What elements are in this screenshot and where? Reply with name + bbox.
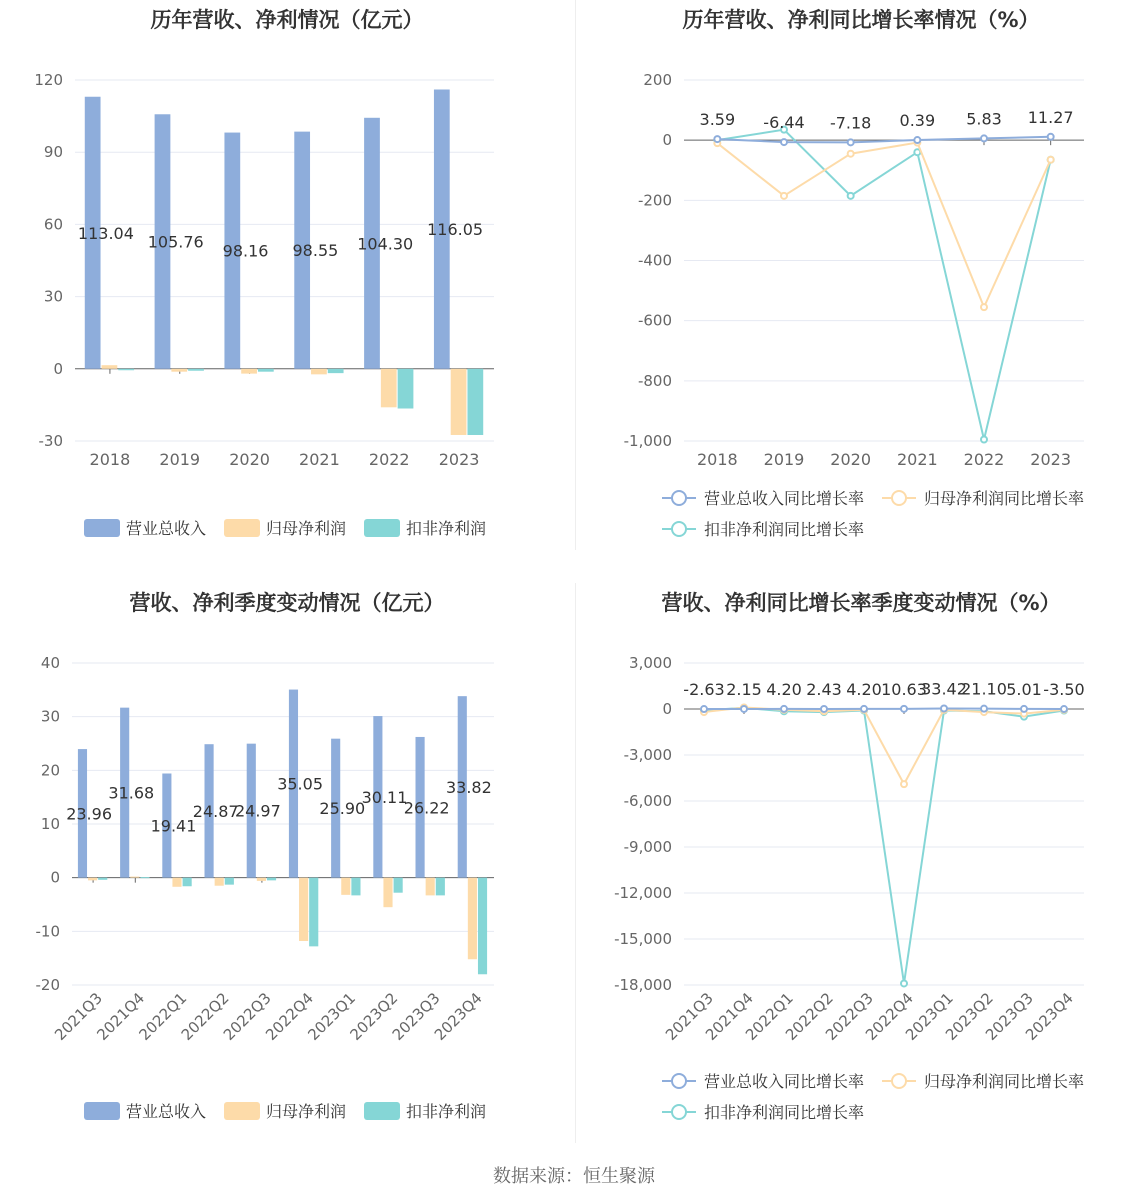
bar-2 (118, 369, 134, 370)
series-line-1 (704, 707, 1064, 784)
y-tick-label: 200 (643, 71, 672, 89)
y-tick-label: 3,000 (629, 654, 672, 672)
point-value-label: 11.27 (1027, 107, 1074, 127)
bar-value-label: 24.87 (192, 801, 239, 821)
y-tick-label: -200 (637, 191, 672, 210)
y-tick-label: -9,000 (623, 838, 672, 856)
y-tick-label: -10 (35, 922, 60, 941)
bar-1 (383, 878, 392, 908)
bar-2 (188, 369, 204, 371)
legend-swatch (364, 519, 400, 537)
point-value-label: -3.50 (1043, 680, 1085, 700)
line-point-0 (1048, 134, 1054, 140)
legend-swatch (224, 519, 260, 537)
legend-swatch (672, 1105, 686, 1119)
y-tick-label: 90 (43, 143, 63, 162)
point-value-label: -2.63 (683, 680, 725, 700)
y-tick-label: -3,000 (623, 746, 672, 764)
bar-2 (478, 878, 487, 975)
bar-1 (451, 369, 467, 435)
y-tick-label: -400 (637, 251, 672, 270)
legend-swatch (364, 1102, 400, 1120)
annual-revenue-profit-panel (0, 0, 574, 560)
bar-2 (351, 878, 360, 896)
legend-label: 归母净利润 (266, 519, 347, 538)
y-tick-label: -800 (637, 371, 672, 390)
bar-value-label: 30.11 (361, 787, 408, 807)
legend-label: 营业总收入 (126, 1102, 207, 1121)
bar-value-label: 113.04 (77, 223, 134, 243)
bar-1 (172, 878, 181, 887)
bar-value-label: 33.82 (445, 777, 492, 797)
x-tick-label: 2018 (696, 450, 738, 469)
legend-label: 归母净利润同比增长率 (924, 489, 1085, 508)
bar-value-label: 104.30 (357, 234, 414, 254)
bar-1 (426, 878, 435, 896)
bar-value-label: 35.05 (277, 774, 324, 794)
bar-value-label: 25.90 (319, 799, 366, 819)
series-line-0 (717, 137, 1050, 143)
y-tick-label: 30 (40, 707, 60, 726)
x-tick-label: 2023Q3 (982, 989, 1037, 1044)
bar-2 (225, 878, 234, 885)
line-point-0 (701, 706, 707, 712)
x-tick-label: 2021 (896, 450, 938, 469)
x-tick-label: 2023Q2 (346, 989, 402, 1044)
bar-1 (257, 878, 266, 881)
x-tick-label: 2023 (1030, 450, 1072, 469)
series-line-2 (704, 708, 1064, 984)
bar-2 (98, 878, 107, 880)
bar-value-label: 26.22 (403, 798, 450, 818)
point-value-label: 4.20 (846, 679, 882, 699)
legend-swatch (84, 519, 120, 537)
bar-value-label: 98.16 (222, 241, 269, 261)
point-value-label: 33.42 (921, 679, 967, 699)
line-point-1 (1048, 157, 1054, 163)
x-tick-label: 2019 (159, 450, 201, 469)
x-tick-label: 2022Q1 (135, 989, 191, 1044)
y-tick-label: 40 (40, 654, 60, 672)
x-tick-label: 2022Q4 (862, 989, 917, 1044)
y-tick-label: 0 (662, 131, 672, 150)
x-tick-label: 2021Q4 (93, 989, 149, 1044)
point-value-label: 4.20 (766, 679, 802, 699)
quarterly-growth-chart (574, 583, 1148, 1143)
bar-1 (241, 369, 257, 374)
legend-swatch (672, 1074, 686, 1088)
annual-bar-chart (0, 0, 574, 560)
line-point-0 (781, 139, 787, 145)
chart-title: 历年营收、净利情况（亿元） (150, 8, 424, 32)
series-line-1 (717, 143, 1050, 308)
line-point-1 (848, 151, 854, 157)
line-point-0 (981, 706, 987, 712)
y-tick-label: -18,000 (614, 976, 672, 994)
line-point-0 (981, 135, 987, 141)
bar-1 (171, 369, 187, 372)
y-tick-label: 0 (53, 359, 63, 378)
quarterly-bar-chart (0, 583, 574, 1143)
legend-swatch (672, 491, 686, 505)
legend-label: 营业总收入 (126, 519, 207, 538)
x-tick-label: 2022 (963, 450, 1005, 469)
line-point-0 (901, 706, 907, 712)
legend-label: 扣非净利润 (406, 519, 487, 538)
line-point-0 (861, 706, 867, 712)
line-point-0 (821, 706, 827, 712)
legend-label: 营业总收入同比增长率 (704, 489, 865, 508)
x-tick-label: 2022Q2 (782, 989, 837, 1044)
point-value-label: 2.15 (726, 679, 762, 699)
x-tick-label: 2018 (89, 450, 131, 469)
line-point-0 (1061, 706, 1067, 712)
quarterly-revenue-profit-panel (0, 583, 574, 1143)
source-note: 数据来源：恒生聚源 (493, 1166, 655, 1187)
y-tick-label: -600 (637, 311, 672, 330)
legend-label: 归母净利润 (266, 1102, 347, 1121)
x-tick-label: 2023Q4 (1022, 989, 1077, 1044)
x-tick-label: 2022Q3 (219, 989, 275, 1044)
line-point-2 (981, 436, 987, 442)
point-value-label: 3.59 (699, 110, 736, 130)
x-tick-label: 2021Q4 (702, 989, 757, 1044)
point-value-label: 0.39 (899, 111, 936, 131)
line-point-2 (848, 193, 854, 199)
y-tick-label: -20 (35, 976, 60, 994)
legend-swatch (892, 1074, 906, 1088)
line-point-1 (981, 304, 987, 310)
bar-2 (398, 369, 414, 409)
legend-swatch (224, 1102, 260, 1120)
bar-1 (299, 878, 308, 941)
line-point-0 (781, 706, 787, 712)
bar-1 (88, 878, 97, 881)
x-tick-label: 2023Q4 (430, 989, 486, 1044)
bar-value-label: 23.96 (66, 804, 113, 824)
legend-label: 归母净利润同比增长率 (924, 1072, 1085, 1091)
point-value-label: 5.83 (966, 109, 1002, 129)
bar-value-label: 19.41 (150, 816, 197, 836)
x-tick-label: 2022Q4 (262, 989, 317, 1044)
divider (575, 0, 576, 550)
y-tick-label: 0 (662, 700, 672, 718)
legend-label: 扣非净利润同比增长率 (704, 520, 865, 539)
chart-title: 营收、净利季度变动情况（亿元） (129, 591, 445, 615)
y-tick-label: 60 (43, 215, 63, 234)
x-tick-label: 2022Q3 (822, 989, 877, 1044)
legend-swatch (672, 522, 686, 536)
y-tick-label: 30 (43, 287, 63, 306)
bar-2 (436, 878, 445, 896)
bar-1 (130, 877, 139, 878)
bar-value-label: 31.68 (108, 783, 155, 803)
bar-1 (341, 878, 350, 895)
point-value-label: 10.63 (881, 679, 927, 699)
point-value-label: -7.18 (829, 113, 872, 133)
x-tick-label: 2022Q2 (177, 989, 233, 1044)
line-point-0 (1021, 706, 1027, 712)
bar-1 (102, 365, 118, 369)
line-point-1 (901, 781, 907, 787)
legend-label: 扣非净利润同比增长率 (704, 1103, 865, 1122)
x-tick-label: 2019 (763, 450, 805, 469)
bar-2 (140, 877, 149, 878)
bar-2 (183, 878, 192, 887)
x-tick-label: 2023Q2 (942, 989, 997, 1044)
x-tick-label: 2020 (229, 450, 270, 469)
line-point-1 (781, 193, 787, 199)
y-tick-label: 120 (34, 71, 63, 89)
annual-growth-panel (574, 0, 1148, 560)
line-point-0 (914, 137, 920, 143)
legend-label: 扣非净利润 (406, 1102, 487, 1121)
point-value-label: -6.44 (763, 113, 805, 133)
bar-value-label: 98.55 (292, 241, 339, 261)
chart-title: 历年营收、净利同比增长率情况（%） (682, 8, 1040, 32)
legend-swatch (892, 491, 906, 505)
chart-title: 营收、净利同比增长率季度变动情况（%） (661, 591, 1061, 615)
bar-value-label: 24.97 (234, 801, 281, 821)
bar-2 (467, 369, 483, 435)
line-point-0 (848, 139, 854, 145)
legend-label: 营业总收入同比增长率 (704, 1072, 865, 1091)
x-tick-label: 2021Q3 (662, 989, 717, 1044)
x-tick-label: 2022Q1 (742, 989, 797, 1044)
series-line-2 (717, 130, 1050, 440)
quarterly-growth-panel (574, 583, 1148, 1143)
bar-2 (258, 369, 274, 372)
bar-2 (394, 878, 403, 893)
x-tick-label: 2020 (830, 450, 872, 469)
point-value-label: 2.43 (806, 679, 842, 699)
x-tick-label: 2023 (438, 450, 480, 469)
bar-2 (267, 878, 276, 881)
bar-value-label: 116.05 (427, 220, 484, 240)
y-tick-label: -6,000 (623, 792, 672, 810)
x-tick-label: 2022 (368, 450, 410, 469)
y-tick-label: -30 (38, 432, 63, 450)
legend-swatch (84, 1102, 120, 1120)
bar-value-label: 105.76 (147, 232, 204, 252)
point-value-label: 21.10 (961, 679, 1007, 699)
x-tick-label: 2023Q1 (902, 989, 957, 1044)
point-value-label: 5.01 (1006, 679, 1042, 699)
bar-1 (311, 369, 327, 375)
bar-1 (215, 878, 224, 886)
x-tick-label: 2023Q3 (388, 989, 444, 1044)
x-tick-label: 2021 (299, 450, 340, 469)
annual-growth-chart (574, 0, 1148, 560)
bar-1 (468, 878, 477, 960)
y-tick-label: 10 (40, 815, 60, 833)
x-tick-label: 2023Q1 (304, 989, 360, 1044)
divider (575, 583, 576, 1143)
y-tick-label: -12,000 (614, 884, 672, 902)
bar-1 (381, 369, 397, 408)
y-tick-label: -1,000 (623, 432, 672, 450)
line-point-0 (941, 705, 947, 711)
bar-2 (328, 369, 344, 373)
y-tick-label: -15,000 (614, 930, 672, 948)
x-tick-label: 2021Q3 (51, 989, 106, 1044)
y-tick-label: 0 (50, 868, 60, 887)
bar-2 (309, 878, 318, 947)
line-point-2 (901, 980, 907, 986)
y-tick-label: 20 (40, 761, 60, 780)
series-line-0 (704, 708, 1064, 709)
line-point-0 (741, 706, 747, 712)
line-point-0 (714, 136, 720, 142)
